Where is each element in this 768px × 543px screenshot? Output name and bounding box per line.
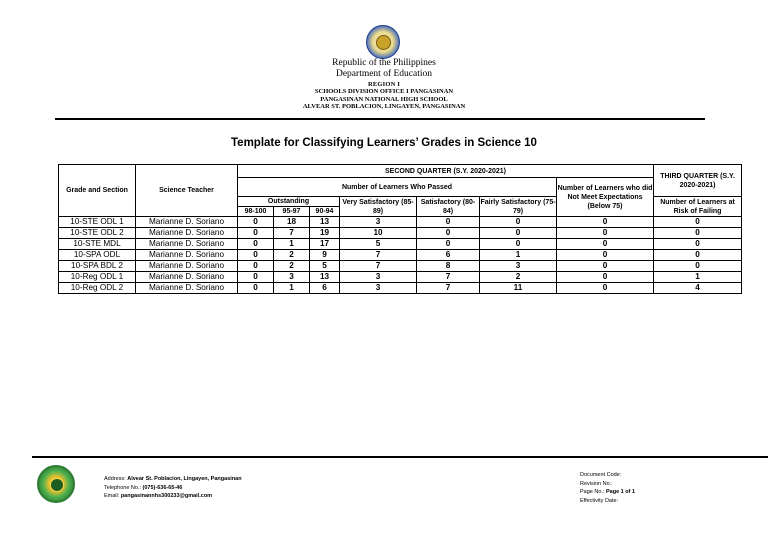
cell-section: 10-SPA ODL <box>59 250 136 261</box>
grades-table <box>58 164 742 294</box>
cell-teacher: Marianne D. Soriano <box>136 217 238 228</box>
cell-vs: 3 <box>340 217 417 228</box>
cell-risk: 0 <box>654 239 742 250</box>
cell-teacher: Marianne D. Soriano <box>136 272 238 283</box>
cell-teacher: Marianne D. Soriano <box>136 261 238 272</box>
seal-center <box>376 35 391 50</box>
header-90-94: 90-94 <box>310 207 340 217</box>
cell-o2: 7 <box>274 228 310 239</box>
revision-number: Revision No.: <box>580 480 613 487</box>
cell-vs: 7 <box>340 261 417 272</box>
footer-phone: (075)-636-65-46 <box>142 484 183 491</box>
header-grade-section: Grade and Section <box>59 165 136 217</box>
footer-email-line: Email: pangasinannhs300233@gmail.com <box>104 493 213 499</box>
cell-fs: 3 <box>480 261 557 272</box>
cell-s: 7 <box>417 283 480 294</box>
table-row <box>59 217 742 228</box>
cell-section: 10-Reg ODL 1 <box>59 272 136 283</box>
header-satisfactory: Satisfactory (80-84) <box>417 197 480 217</box>
footer-divider <box>32 456 768 458</box>
cell-nme: 0 <box>557 261 654 272</box>
header-outstanding: Outstanding <box>238 197 340 207</box>
table-row <box>59 239 742 250</box>
header-divider <box>55 118 705 120</box>
header-second-quarter: SECOND QUARTER (S.Y. 2020-2021) <box>238 165 654 178</box>
header-region: REGION I <box>367 81 401 88</box>
page-title: Template for Classifying Learners’ Grades in Science 10 <box>231 137 537 149</box>
cell-s: 0 <box>417 228 480 239</box>
header-address: ALVEAR ST. POBLACION, LINGAYEN, PANGASINAN <box>302 103 466 110</box>
school-logo-center <box>50 478 64 492</box>
cell-teacher: Marianne D. Soriano <box>136 250 238 261</box>
cell-o2: 3 <box>274 272 310 283</box>
cell-risk: 1 <box>654 272 742 283</box>
table-row <box>59 261 742 272</box>
cell-o1: 0 <box>238 228 274 239</box>
header-third-quarter: THIRD QUARTER (S.Y. 2020-2021) <box>654 165 742 197</box>
cell-teacher: Marianne D. Soriano <box>136 239 238 250</box>
table-row <box>59 283 742 294</box>
cell-vs: 5 <box>340 239 417 250</box>
cell-fs: 1 <box>480 250 557 261</box>
cell-o1: 0 <box>238 283 274 294</box>
cell-risk: 4 <box>654 283 742 294</box>
footer-address-line: Address: Alvear St. Poblacion, Lingayen, Pangasinan <box>104 476 242 482</box>
header-not-meet-expectations: Number of Learners who did Not Meet Expectations (Below 75) <box>557 178 654 217</box>
cell-o3: 19 <box>310 228 340 239</box>
cell-fs: 0 <box>480 228 557 239</box>
cell-s: 0 <box>417 217 480 228</box>
school-logo <box>37 465 75 503</box>
cell-fs: 0 <box>480 217 557 228</box>
header-learners-passed: Number of Learners Who Passed <box>238 178 557 197</box>
cell-risk: 0 <box>654 250 742 261</box>
cell-o2: 2 <box>274 250 310 261</box>
cell-teacher: Marianne D. Soriano <box>136 283 238 294</box>
footer-email: pangasinannhs300233@gmail.com <box>120 493 213 499</box>
cell-s: 8 <box>417 261 480 272</box>
effectivity-date: Effectivity Date: <box>580 497 619 504</box>
footer-document-info <box>580 471 635 505</box>
cell-risk: 0 <box>654 228 742 239</box>
cell-o1: 0 <box>238 239 274 250</box>
cell-vs: 3 <box>340 272 417 283</box>
header-95-97: 95-97 <box>274 207 310 217</box>
cell-fs: 11 <box>480 283 557 294</box>
cell-vs: 7 <box>340 250 417 261</box>
header-98-100: 98-100 <box>238 207 274 217</box>
cell-nme: 0 <box>557 239 654 250</box>
cell-nme: 0 <box>557 228 654 239</box>
page-number-line: Page No.: Page 1 of 1 <box>580 489 636 495</box>
header-school: PANGASINAN NATIONAL HIGH SCHOOL <box>320 96 448 103</box>
cell-o1: 0 <box>238 261 274 272</box>
footer-contact <box>104 475 242 501</box>
cell-section: 10-STE MDL <box>59 239 136 250</box>
cell-teacher: Marianne D. Soriano <box>136 228 238 239</box>
deped-seal-logo <box>366 25 400 59</box>
cell-fs: 0 <box>480 239 557 250</box>
footer-address: Alvear St. Poblacion, Lingayen, Pangasinan <box>127 476 242 482</box>
cell-s: 6 <box>417 250 480 261</box>
page-number: Page 1 of 1 <box>606 489 636 495</box>
table-row <box>59 272 742 283</box>
cell-o3: 17 <box>310 239 340 250</box>
cell-o2: 2 <box>274 261 310 272</box>
cell-vs: 3 <box>340 283 417 294</box>
header-at-risk: Number of Learners at Risk of Failing <box>654 197 742 217</box>
table-row <box>59 250 742 261</box>
cell-o3: 13 <box>310 217 340 228</box>
cell-o1: 0 <box>238 272 274 283</box>
header-fairly-satisfactory: Fairly Satisfactory (75-79) <box>480 198 556 215</box>
cell-nme: 0 <box>557 272 654 283</box>
cell-section: 10-Reg ODL 2 <box>59 283 136 294</box>
cell-risk: 0 <box>654 261 742 272</box>
cell-nme: 0 <box>557 283 654 294</box>
footer-phone-line: Telephone No.: (075)-636-65-46 <box>104 484 183 491</box>
cell-o1: 0 <box>238 250 274 261</box>
cell-section: 10-SPA BDL 2 <box>59 261 136 272</box>
cell-o3: 5 <box>310 261 340 272</box>
cell-nme: 0 <box>557 250 654 261</box>
cell-o1: 0 <box>238 217 274 228</box>
cell-o3: 9 <box>310 250 340 261</box>
cell-risk: 0 <box>654 217 742 228</box>
cell-section: 10-STE ODL 2 <box>59 228 136 239</box>
header-very-satisfactory: Very Satisfactory (85-89) <box>340 197 417 217</box>
table-row <box>59 228 742 239</box>
cell-o2: 18 <box>274 217 310 228</box>
cell-s: 0 <box>417 239 480 250</box>
cell-vs: 10 <box>340 228 417 239</box>
cell-s: 7 <box>417 272 480 283</box>
header-deped: Department of Education <box>335 69 433 79</box>
header-republic: Republic of the Philippines <box>332 58 436 68</box>
cell-o3: 6 <box>310 283 340 294</box>
cell-o2: 1 <box>274 283 310 294</box>
cell-fs: 2 <box>480 272 557 283</box>
cell-section: 10-STE ODL 1 <box>59 217 136 228</box>
header-division: SCHOOLS DIVISION OFFICE I PANGASINAN <box>314 88 454 95</box>
cell-o2: 1 <box>274 239 310 250</box>
header-science-teacher: Science Teacher <box>136 165 238 217</box>
document-code: Document Code: <box>580 472 622 478</box>
cell-o3: 13 <box>310 272 340 283</box>
cell-nme: 0 <box>557 217 654 228</box>
